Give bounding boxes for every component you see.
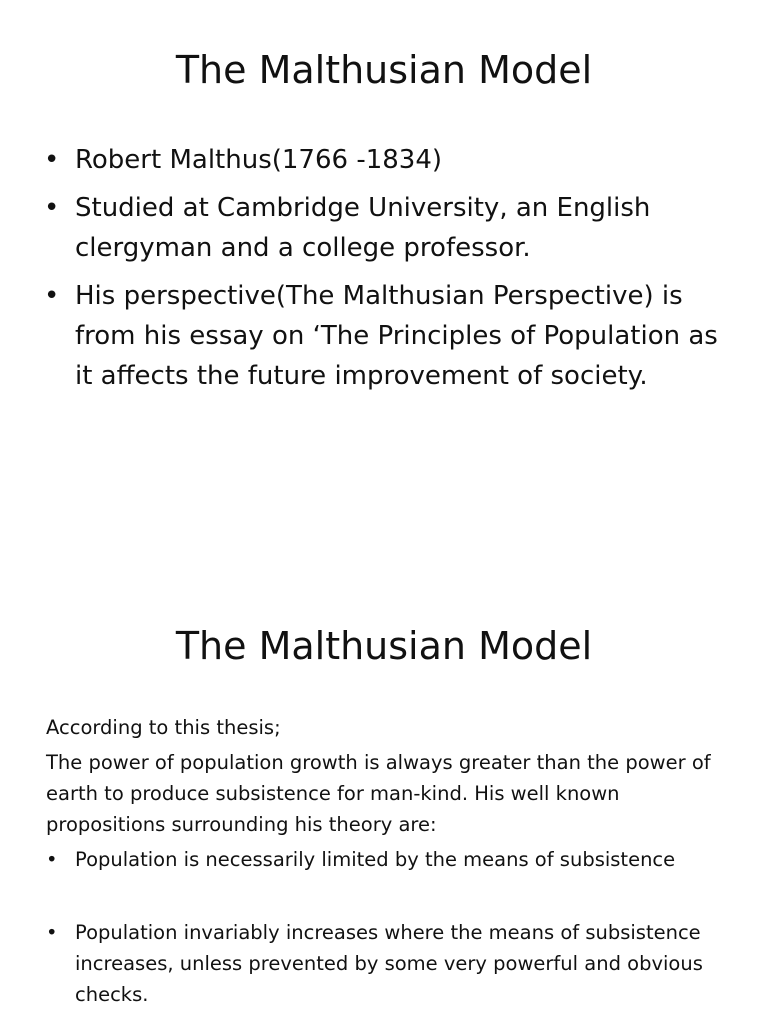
slide-body	[44, 140, 734, 404]
bullet-item	[44, 140, 734, 180]
bullet-item	[46, 844, 726, 875]
bullet-text: His perspective(The Malthusian Perspective) is from his essay on ‘The Principles of Population as it affects the future improvement of society.	[75, 281, 718, 391]
bullet-text: Robert Malthus(1766 -1834)	[75, 145, 443, 175]
bullet-icon: •	[44, 145, 60, 175]
slide-title: The Malthusian Model	[175, 624, 593, 668]
bullet-icon: •	[44, 193, 60, 223]
slide-body	[46, 712, 726, 1010]
bullet-item	[44, 188, 734, 268]
slide-2	[0, 576, 768, 1024]
bullet-text: Studied at Cambridge University, an English clergyman and a college professor.	[75, 193, 651, 263]
slide-title: The Malthusian Model	[175, 48, 593, 92]
bullet-icon: •	[46, 921, 58, 944]
bullet-item	[44, 276, 734, 396]
bullet-list	[44, 140, 734, 396]
bullet-text: Population invariably increases where the means of subsistence increases, unless prevented by some very powerful and obvious checks.	[75, 921, 703, 1006]
bullet-list	[46, 844, 726, 1010]
paragraph-text: The power of population growth is always greater than the power of earth to produce subsistence for man-kind. His well known propositions surrounding his theory are:	[46, 751, 711, 836]
bullet-text: Population is necessarily limited by the means of subsistence	[75, 848, 676, 871]
bullet-icon: •	[44, 281, 60, 311]
bullet-icon: •	[46, 848, 58, 871]
bullet-item	[46, 917, 726, 1010]
intro-text: According to this thesis;	[46, 716, 281, 739]
